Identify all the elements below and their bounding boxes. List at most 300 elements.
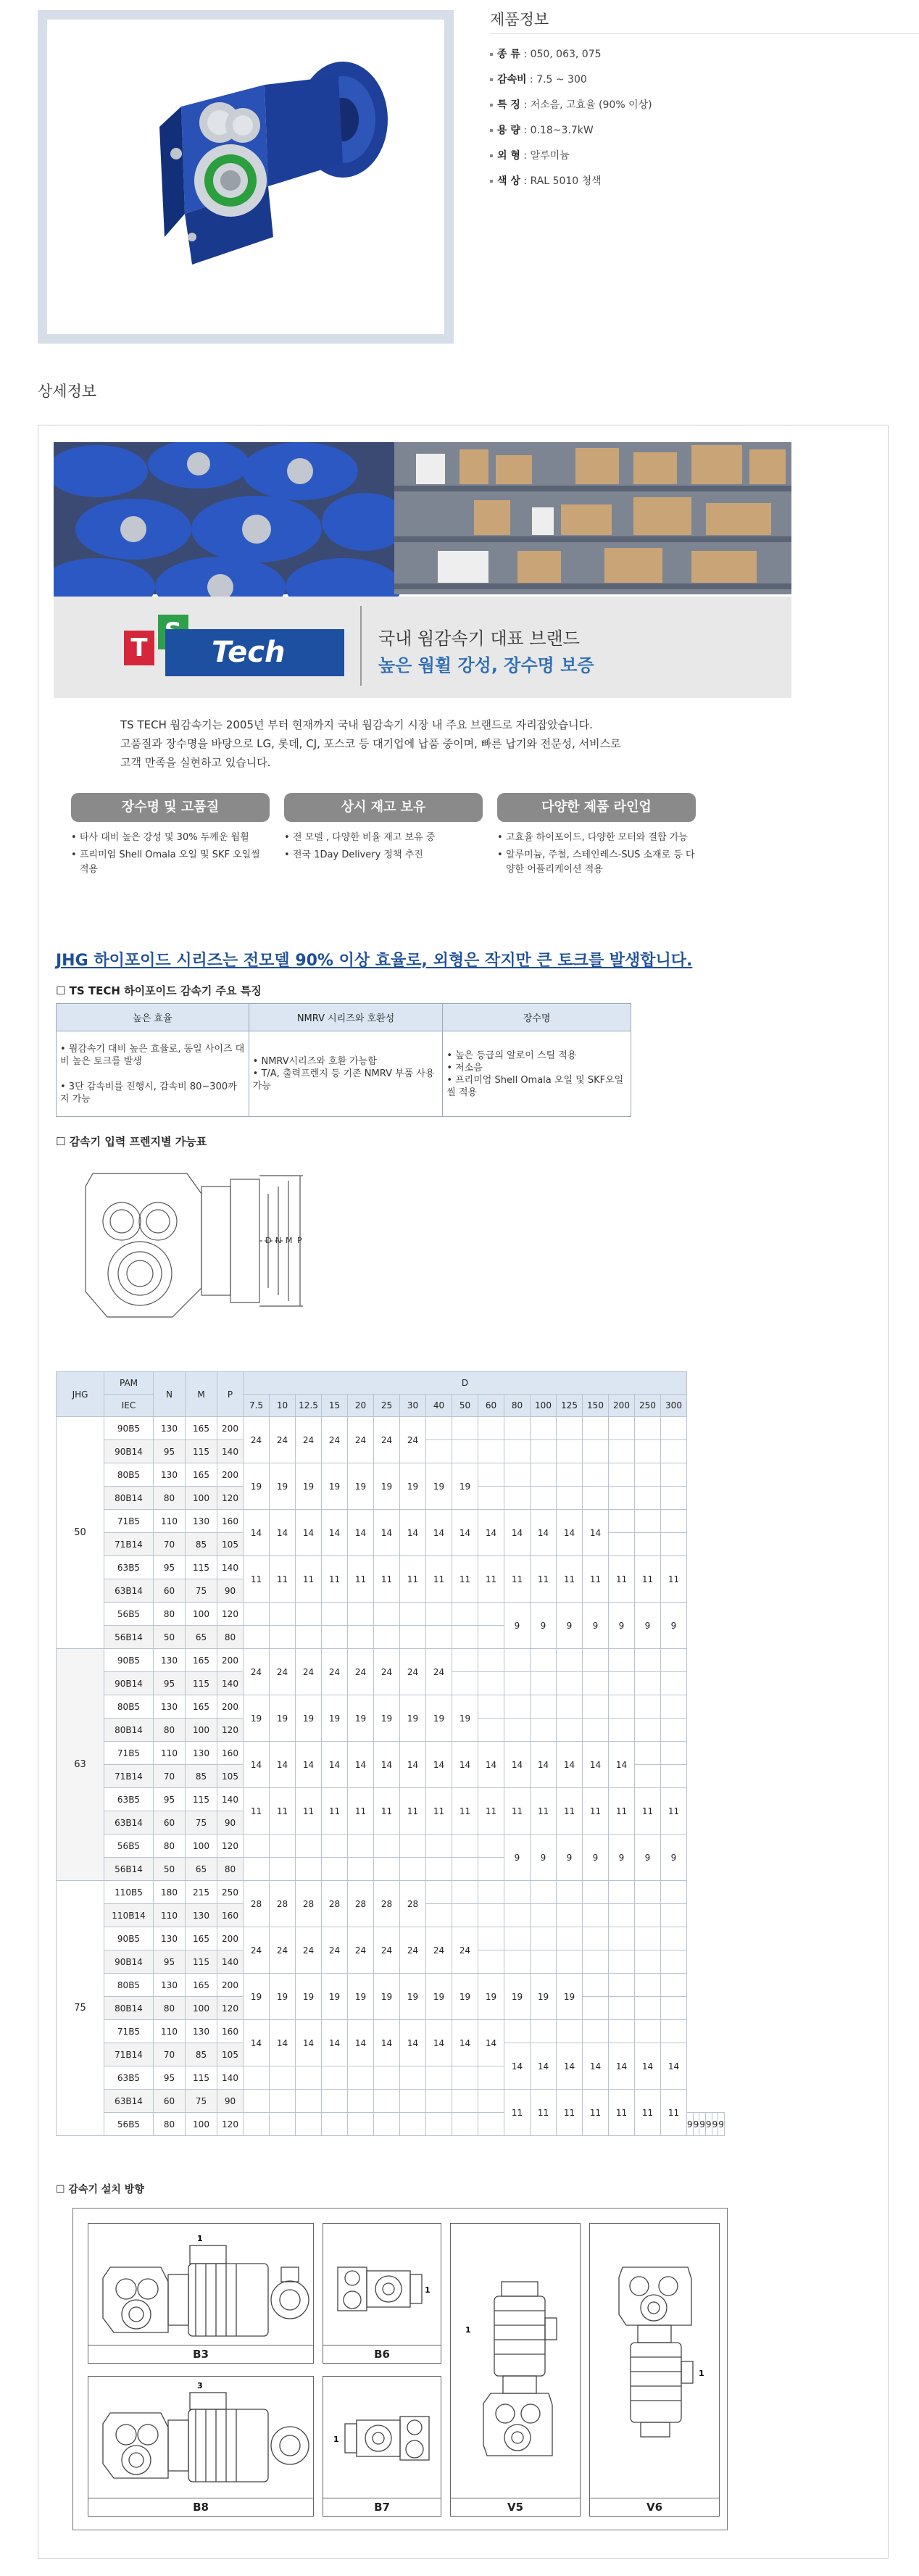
torque-cell <box>348 1858 374 1881</box>
torque-cell: 11 <box>244 1556 270 1603</box>
jhg-n-cell: 60 <box>154 1811 186 1835</box>
torque-cell <box>452 1649 478 1672</box>
product-info-title: 제품정보 <box>490 11 549 28</box>
torque-cell <box>452 2066 478 2090</box>
torque-cell <box>478 1626 504 1649</box>
install-position-v6 <box>589 2223 720 2517</box>
torque-cell <box>244 1626 270 1649</box>
intro-line: TS TECH 웜감속기는 2005년 부터 현재까지 국내 웜감속기 시장 내 주요 브랜드로 자리잡았습니다. <box>120 718 593 731</box>
torque-cell: 24 <box>348 1927 374 1974</box>
torque-cell <box>609 1463 635 1487</box>
jhg-n-cell: 110 <box>154 1904 186 1927</box>
torque-cell <box>296 1626 322 1649</box>
jhg-iec-cell: 63B5 <box>104 2066 154 2090</box>
torque-cell <box>348 2090 374 2113</box>
torque-cell <box>583 1719 609 1742</box>
p-header: P <box>217 1372 244 1417</box>
torque-cell: 9 <box>531 1835 557 1881</box>
jhg-m-cell: 100 <box>186 1997 217 2020</box>
torque-cell <box>270 2090 296 2113</box>
torque-cell <box>609 1510 635 1533</box>
torque-cell: 19 <box>374 1695 400 1742</box>
torque-cell <box>426 2066 452 2090</box>
torque-cell <box>426 1603 452 1626</box>
torque-cell <box>452 1858 478 1881</box>
torque-cell <box>635 1672 661 1695</box>
torque-cell <box>426 1858 452 1881</box>
ratio-header: 20 <box>348 1395 374 1417</box>
jhg-row <box>57 1603 725 1626</box>
ratio-header: 40 <box>426 1395 452 1417</box>
torque-cell <box>478 1904 504 1927</box>
feature-title: 다양한 제품 라인업 <box>497 793 696 822</box>
torque-cell <box>478 1950 504 1974</box>
spec-value: 0.18~3.7kW <box>530 125 594 136</box>
torque-cell <box>504 1672 531 1695</box>
torque-cell: 14 <box>426 2020 452 2066</box>
jhg-n-cell: 80 <box>154 1603 186 1626</box>
torque-cell: 14 <box>322 1510 348 1556</box>
jhg-n-cell: 95 <box>154 1950 186 1974</box>
torque-cell: 24 <box>426 1927 452 1974</box>
torque-cell <box>583 1974 609 1997</box>
jhg-p-cell: 160 <box>217 2020 244 2043</box>
jhg-iec-cell: 56B5 <box>104 2113 154 2136</box>
torque-cell <box>557 2020 583 2043</box>
jhg-row <box>57 1510 725 1533</box>
jhg-iec-cell: 63B14 <box>104 2090 154 2113</box>
torque-cell: 9 <box>609 1835 635 1881</box>
torque-cell <box>504 2020 531 2043</box>
torque-cell: 14 <box>452 1742 478 1788</box>
jhg-m-cell: 115 <box>186 1950 217 1974</box>
spec-value: RAL 5010 청색 <box>530 175 602 187</box>
torque-cell <box>557 1695 583 1719</box>
torque-cell: 14 <box>635 2043 661 2090</box>
bullet-icon <box>490 53 493 56</box>
jhg-row <box>57 1742 725 1765</box>
ratio-header: 60 <box>478 1395 504 1417</box>
torque-cell <box>374 2090 400 2113</box>
torque-cell <box>452 1835 478 1858</box>
feature-item: • 프리미엄 Shell Omala 오일 및 SKF 오일씰 적용 <box>71 848 270 877</box>
torque-cell <box>400 1603 426 1626</box>
torque-cell <box>609 1649 635 1672</box>
torque-cell: 9 <box>609 1603 635 1649</box>
bullet-icon <box>490 129 493 132</box>
torque-cell: 11 <box>531 2090 557 2136</box>
torque-cell: 14 <box>374 1510 400 1556</box>
torque-cell: 14 <box>348 2020 374 2066</box>
torque-cell: 14 <box>531 1510 557 1556</box>
jhg-n-cell: 60 <box>154 1579 186 1603</box>
jhg-n-cell: 70 <box>154 2043 186 2066</box>
jhg-n-cell: 95 <box>154 1672 186 1695</box>
cell-line: • 3단 감속비를 진행시, 감속비 80~300까지 가능 <box>60 1081 237 1105</box>
torque-cell: 28 <box>322 1881 348 1927</box>
torque-cell <box>583 1440 609 1463</box>
torque-cell <box>557 1440 583 1463</box>
torque-cell <box>557 1463 583 1487</box>
brand-slogan: 국내 웜감속기 대표 브랜드 <box>378 628 580 649</box>
torque-cell <box>504 1927 531 1950</box>
jhg-m-cell: 100 <box>186 1487 217 1510</box>
torque-cell: 11 <box>322 1788 348 1835</box>
torque-cell: 19 <box>348 1695 374 1742</box>
install-number: 1 <box>699 2369 704 2378</box>
torque-cell: 19 <box>322 1974 348 2020</box>
ratio-header: 7.5 <box>244 1395 270 1417</box>
jhg-iec-cell: 90B5 <box>104 1649 154 1672</box>
jhg-n-cell: 130 <box>154 1417 186 1440</box>
torque-cell: 14 <box>531 1742 557 1788</box>
d-header: D <box>244 1372 687 1395</box>
torque-cell <box>478 1672 504 1695</box>
dim-letter-n: N <box>275 1236 282 1245</box>
torque-cell <box>609 1974 635 1997</box>
spec-item: 감속비 : 7.5 ~ 300 <box>490 67 652 93</box>
jhg-p-cell: 200 <box>217 1695 244 1719</box>
feature-item: • 타사 대비 높은 강성 및 30% 두께운 웜휠 <box>71 831 270 845</box>
torque-cell <box>609 1927 635 1950</box>
jhg-p-cell: 80 <box>217 1858 244 1881</box>
torque-cell <box>296 1858 322 1881</box>
jhg-p-cell: 90 <box>217 2090 244 2113</box>
torque-cell <box>661 1927 687 1950</box>
torque-cell: 14 <box>557 2043 583 2090</box>
jhg-m-cell: 85 <box>186 1533 217 1556</box>
torque-cell <box>661 1487 687 1510</box>
jhg-m-cell: 75 <box>186 2090 217 2113</box>
jhg-row <box>57 1556 725 1579</box>
torque-cell: 9 <box>583 1835 609 1881</box>
cell-line: • T/A, 출력프렌지 등 기존 NMRV 부품 사용 가능 <box>252 1068 435 1092</box>
torque-cell: 14 <box>531 2043 557 2090</box>
torque-cell: 14 <box>478 1742 504 1788</box>
jhg-n-cell: 130 <box>154 1695 186 1719</box>
ratio-header: 200 <box>609 1395 635 1417</box>
torque-cell <box>609 1695 635 1719</box>
ratio-header: 100 <box>531 1395 557 1417</box>
jhg-p-cell: 120 <box>217 1487 244 1510</box>
install-position-b3 <box>88 2223 314 2364</box>
torque-cell: 19 <box>296 1974 322 2020</box>
jhg-m-cell: 65 <box>186 1626 217 1649</box>
torque-cell: 24 <box>244 1927 270 1974</box>
torque-cell <box>531 1487 557 1510</box>
torque-cell <box>609 1533 635 1556</box>
torque-cell: 11 <box>374 1788 400 1835</box>
feature-table-label: ☐ TS TECH 하이포이드 감속기 주요 특징 <box>56 984 262 997</box>
torque-cell: 24 <box>400 1649 426 1695</box>
torque-cell <box>609 1904 635 1927</box>
torque-cell: 11 <box>478 1556 504 1603</box>
torque-cell <box>322 2066 348 2090</box>
ratio-header: 12.5 <box>296 1395 322 1417</box>
torque-cell: 14 <box>296 1510 322 1556</box>
jhg-iec-cell: 90B5 <box>104 1417 154 1440</box>
torque-cell <box>478 2090 504 2113</box>
torque-cell <box>270 1835 296 1858</box>
torque-cell <box>609 2020 635 2043</box>
bullet-icon <box>490 104 493 107</box>
jhg-size-cell: 63 <box>57 1649 104 1881</box>
jhg-m-cell: 130 <box>186 1510 217 1533</box>
torque-cell <box>635 1695 661 1719</box>
torque-cell: 11 <box>557 1788 583 1835</box>
torque-cell: 9 <box>557 1835 583 1881</box>
torque-cell <box>531 1672 557 1695</box>
ratio-header: 15 <box>322 1395 348 1417</box>
jhg-n-cell: 180 <box>154 1881 186 1904</box>
jhg-iec-cell: 71B5 <box>104 1742 154 1765</box>
install-code: V6 <box>590 2498 719 2514</box>
jhg-m-cell: 130 <box>186 1742 217 1765</box>
torque-cell: 28 <box>244 1881 270 1927</box>
torque-cell <box>531 1881 557 1904</box>
jhg-p-cell: 200 <box>217 1463 244 1487</box>
jhg-p-cell: 105 <box>217 1533 244 1556</box>
torque-cell <box>348 2066 374 2090</box>
jhg-iec-cell: 71B5 <box>104 1510 154 1533</box>
torque-cell <box>635 1765 661 1788</box>
feature-table-cell <box>249 1031 443 1117</box>
feature-list <box>497 831 696 877</box>
torque-cell: 24 <box>426 1649 452 1695</box>
ratio-header: 30 <box>400 1395 426 1417</box>
torque-cell <box>531 1695 557 1719</box>
torque-cell <box>426 2090 452 2113</box>
torque-cell: 9 <box>635 1603 661 1649</box>
cell-line: • 저소음 <box>446 1062 483 1073</box>
feature-title: 상시 재고 보유 <box>284 793 483 822</box>
torque-cell: 19 <box>322 1463 348 1510</box>
jhg-p-cell: 120 <box>217 1603 244 1626</box>
jhg-iec-cell: 56B5 <box>104 1835 154 1858</box>
jhg-n-cell: 95 <box>154 2066 186 2090</box>
torque-cell: 19 <box>504 1974 531 2020</box>
torque-cell <box>635 1649 661 1672</box>
torque-cell: 19 <box>244 1463 270 1510</box>
install-number: 1 <box>197 2234 203 2243</box>
torque-cell <box>504 1440 531 1463</box>
install-number: 3 <box>197 2381 203 2390</box>
torque-cell <box>635 1533 661 1556</box>
torque-cell <box>374 1835 400 1858</box>
jhg-n-cell: 130 <box>154 1463 186 1487</box>
torque-cell: 11 <box>296 1556 322 1603</box>
spec-value: 알루미늄 <box>530 150 570 162</box>
torque-cell <box>478 1603 504 1626</box>
torque-cell: 28 <box>374 1881 400 1927</box>
feature-table-cell <box>57 1031 249 1117</box>
product-photo <box>47 20 444 334</box>
torque-cell <box>583 1672 609 1695</box>
torque-cell: 19 <box>296 1463 322 1510</box>
torque-cell <box>426 1626 452 1649</box>
torque-cell: 24 <box>244 1417 270 1463</box>
feature-table <box>56 1003 631 1117</box>
torque-cell <box>348 1835 374 1858</box>
torque-cell: 11 <box>244 1788 270 1835</box>
torque-cell: 24 <box>400 1927 426 1974</box>
torque-cell: 19 <box>296 1695 322 1742</box>
jhg-row <box>57 1927 725 1950</box>
torque-cell <box>270 1603 296 1626</box>
install-position-v5 <box>450 2223 581 2517</box>
torque-cell: 11 <box>374 1556 400 1603</box>
install-number: 1 <box>425 2285 431 2295</box>
jhg-row <box>57 1695 725 1719</box>
torque-cell: 11 <box>348 1556 374 1603</box>
torque-cell <box>504 1904 531 1927</box>
cell-line: • 웜감속기 대비 높은 효율로, 동일 사이즈 대비 높은 토크를 발생 <box>60 1043 245 1067</box>
intro-line: 고품질과 장수명을 바탕으로 LG, 롯데, CJ, 포스코 등 대기업에 납품 중이며, 빠른 납기와 전문성, 서비스로 <box>120 737 621 750</box>
torque-cell <box>374 2066 400 2090</box>
torque-cell: 19 <box>270 1974 296 2020</box>
jhg-size-cell: 75 <box>57 1881 104 2136</box>
jhg-n-cell: 80 <box>154 2113 186 2136</box>
torque-cell <box>661 1672 687 1695</box>
torque-cell <box>661 1904 687 1927</box>
torque-cell: 11 <box>348 1788 374 1835</box>
install-number: 1 <box>333 2435 339 2444</box>
product-image-frame <box>38 10 454 344</box>
torque-cell <box>452 1626 478 1649</box>
torque-cell: 14 <box>374 2020 400 2066</box>
torque-cell <box>583 1950 609 1974</box>
torque-cell <box>504 1463 531 1487</box>
jhg-iec-cell: 63B5 <box>104 1788 154 1811</box>
feature-item: • 알루미늄, 주철, 스테인레스-SUS 소재로 등 다양한 어플리케이션 적용 <box>497 848 696 877</box>
ratio-header: 10 <box>270 1395 296 1417</box>
torque-cell: 19 <box>244 1695 270 1742</box>
n-header: N <box>154 1372 186 1417</box>
jhg-row <box>57 2090 725 2113</box>
jhg-iec-cell: 80B14 <box>104 1487 154 1510</box>
flange-table-label: ☐ 감속기 입력 프렌지별 가능표 <box>56 1135 207 1148</box>
torque-cell: 19 <box>400 1463 426 1510</box>
jhg-header: JHG <box>57 1372 104 1417</box>
torque-cell <box>635 1950 661 1974</box>
torque-cell <box>635 1742 661 1765</box>
jhg-iec-cell: 110B14 <box>104 1904 154 1927</box>
torque-cell <box>478 1463 504 1487</box>
torque-cell: 14 <box>426 1510 452 1556</box>
spec-item: 종 류 : 050, 063, 075 <box>490 42 652 67</box>
jhg-iec-cell: 56B14 <box>104 1626 154 1649</box>
torque-cell <box>635 1974 661 1997</box>
torque-cell: 19 <box>478 1974 504 2020</box>
torque-cell <box>609 1719 635 1742</box>
torque-cell <box>426 1440 452 1463</box>
torque-cell <box>504 1417 531 1440</box>
torque-cell: 9 <box>635 1835 661 1881</box>
torque-cell <box>426 1835 452 1858</box>
torque-cell: 14 <box>348 1510 374 1556</box>
jhg-n-cell: 130 <box>154 1649 186 1672</box>
torque-cell <box>635 1881 661 1904</box>
torque-cell <box>426 2113 452 2136</box>
torque-cell <box>296 2113 322 2136</box>
torque-cell: 11 <box>400 1788 426 1835</box>
torque-cell: 11 <box>296 1788 322 1835</box>
torque-cell <box>557 1881 583 1904</box>
torque-cell <box>583 1881 609 1904</box>
torque-cell: 11 <box>583 1556 609 1603</box>
jhg-n-cell: 110 <box>154 2020 186 2043</box>
torque-cell: 24 <box>348 1417 374 1463</box>
torque-cell <box>322 1835 348 1858</box>
torque-cell: 19 <box>557 1974 583 2020</box>
jhg-iec-cell: 63B14 <box>104 1811 154 1835</box>
feature-table-header: NMRV 시리즈와 호환성 <box>249 1004 443 1031</box>
torque-cell <box>661 1765 687 1788</box>
torque-cell <box>400 1858 426 1881</box>
torque-cell <box>661 1463 687 1487</box>
jhg-n-cell: 95 <box>154 1556 186 1579</box>
torque-cell <box>661 1417 687 1440</box>
torque-cell <box>557 1950 583 1974</box>
torque-cell: 14 <box>322 2020 348 2066</box>
torque-cell: 19 <box>348 1974 374 2020</box>
gearbox-b8-drawing <box>88 2377 315 2500</box>
feature-card <box>497 793 696 880</box>
spec-item: 특 징 : 저소음, 고효율 (90% 이상) <box>490 93 652 118</box>
torque-cell <box>244 1603 270 1626</box>
torque-cell <box>609 1950 635 1974</box>
torque-cell <box>348 1603 374 1626</box>
feature-item: • 고효율 하이포이드, 다양한 모터와 결합 가능 <box>497 831 696 845</box>
torque-cell <box>322 2090 348 2113</box>
jhg-m-cell: 100 <box>186 2113 217 2136</box>
torque-cell: 19 <box>426 1974 452 2020</box>
torque-cell: 11 <box>478 1788 504 1835</box>
torque-cell <box>661 1974 687 1997</box>
torque-cell: 19 <box>452 1463 478 1510</box>
torque-cell <box>452 1672 478 1695</box>
jhg-row <box>57 1417 725 1440</box>
jhg-m-cell: 85 <box>186 1765 217 1788</box>
jhg-m-cell: 215 <box>186 1881 217 1904</box>
jhg-p-cell: 140 <box>217 1556 244 1579</box>
jhg-iec-cell: 71B14 <box>104 2043 154 2066</box>
torque-cell: 9 <box>705 2113 712 2136</box>
jhg-iec-cell: 56B5 <box>104 1603 154 1626</box>
torque-cell <box>557 1719 583 1742</box>
jhg-p-cell: 200 <box>217 1974 244 1997</box>
jhg-m-cell: 85 <box>186 2043 217 2066</box>
torque-cell: 14 <box>244 1742 270 1788</box>
torque-cell: 24 <box>296 1649 322 1695</box>
torque-cell <box>557 1487 583 1510</box>
torque-cell: 11 <box>609 1788 635 1835</box>
torque-cell <box>504 1719 531 1742</box>
ratio-header: 300 <box>661 1395 687 1417</box>
torque-cell: 14 <box>478 2020 504 2066</box>
torque-cell: 19 <box>374 1974 400 2020</box>
torque-cell: 11 <box>531 1788 557 1835</box>
install-code: B3 <box>88 2345 313 2361</box>
torque-cell: 14 <box>583 1742 609 1788</box>
torque-cell: 11 <box>531 1556 557 1603</box>
jhg-iec-cell: 110B5 <box>104 1881 154 1904</box>
feature-card <box>284 793 483 865</box>
torque-cell: 11 <box>270 1556 296 1603</box>
jhg-iec-cell: 90B5 <box>104 1927 154 1950</box>
logo-tech: Tech <box>165 629 344 676</box>
torque-cell: 11 <box>661 2090 687 2136</box>
